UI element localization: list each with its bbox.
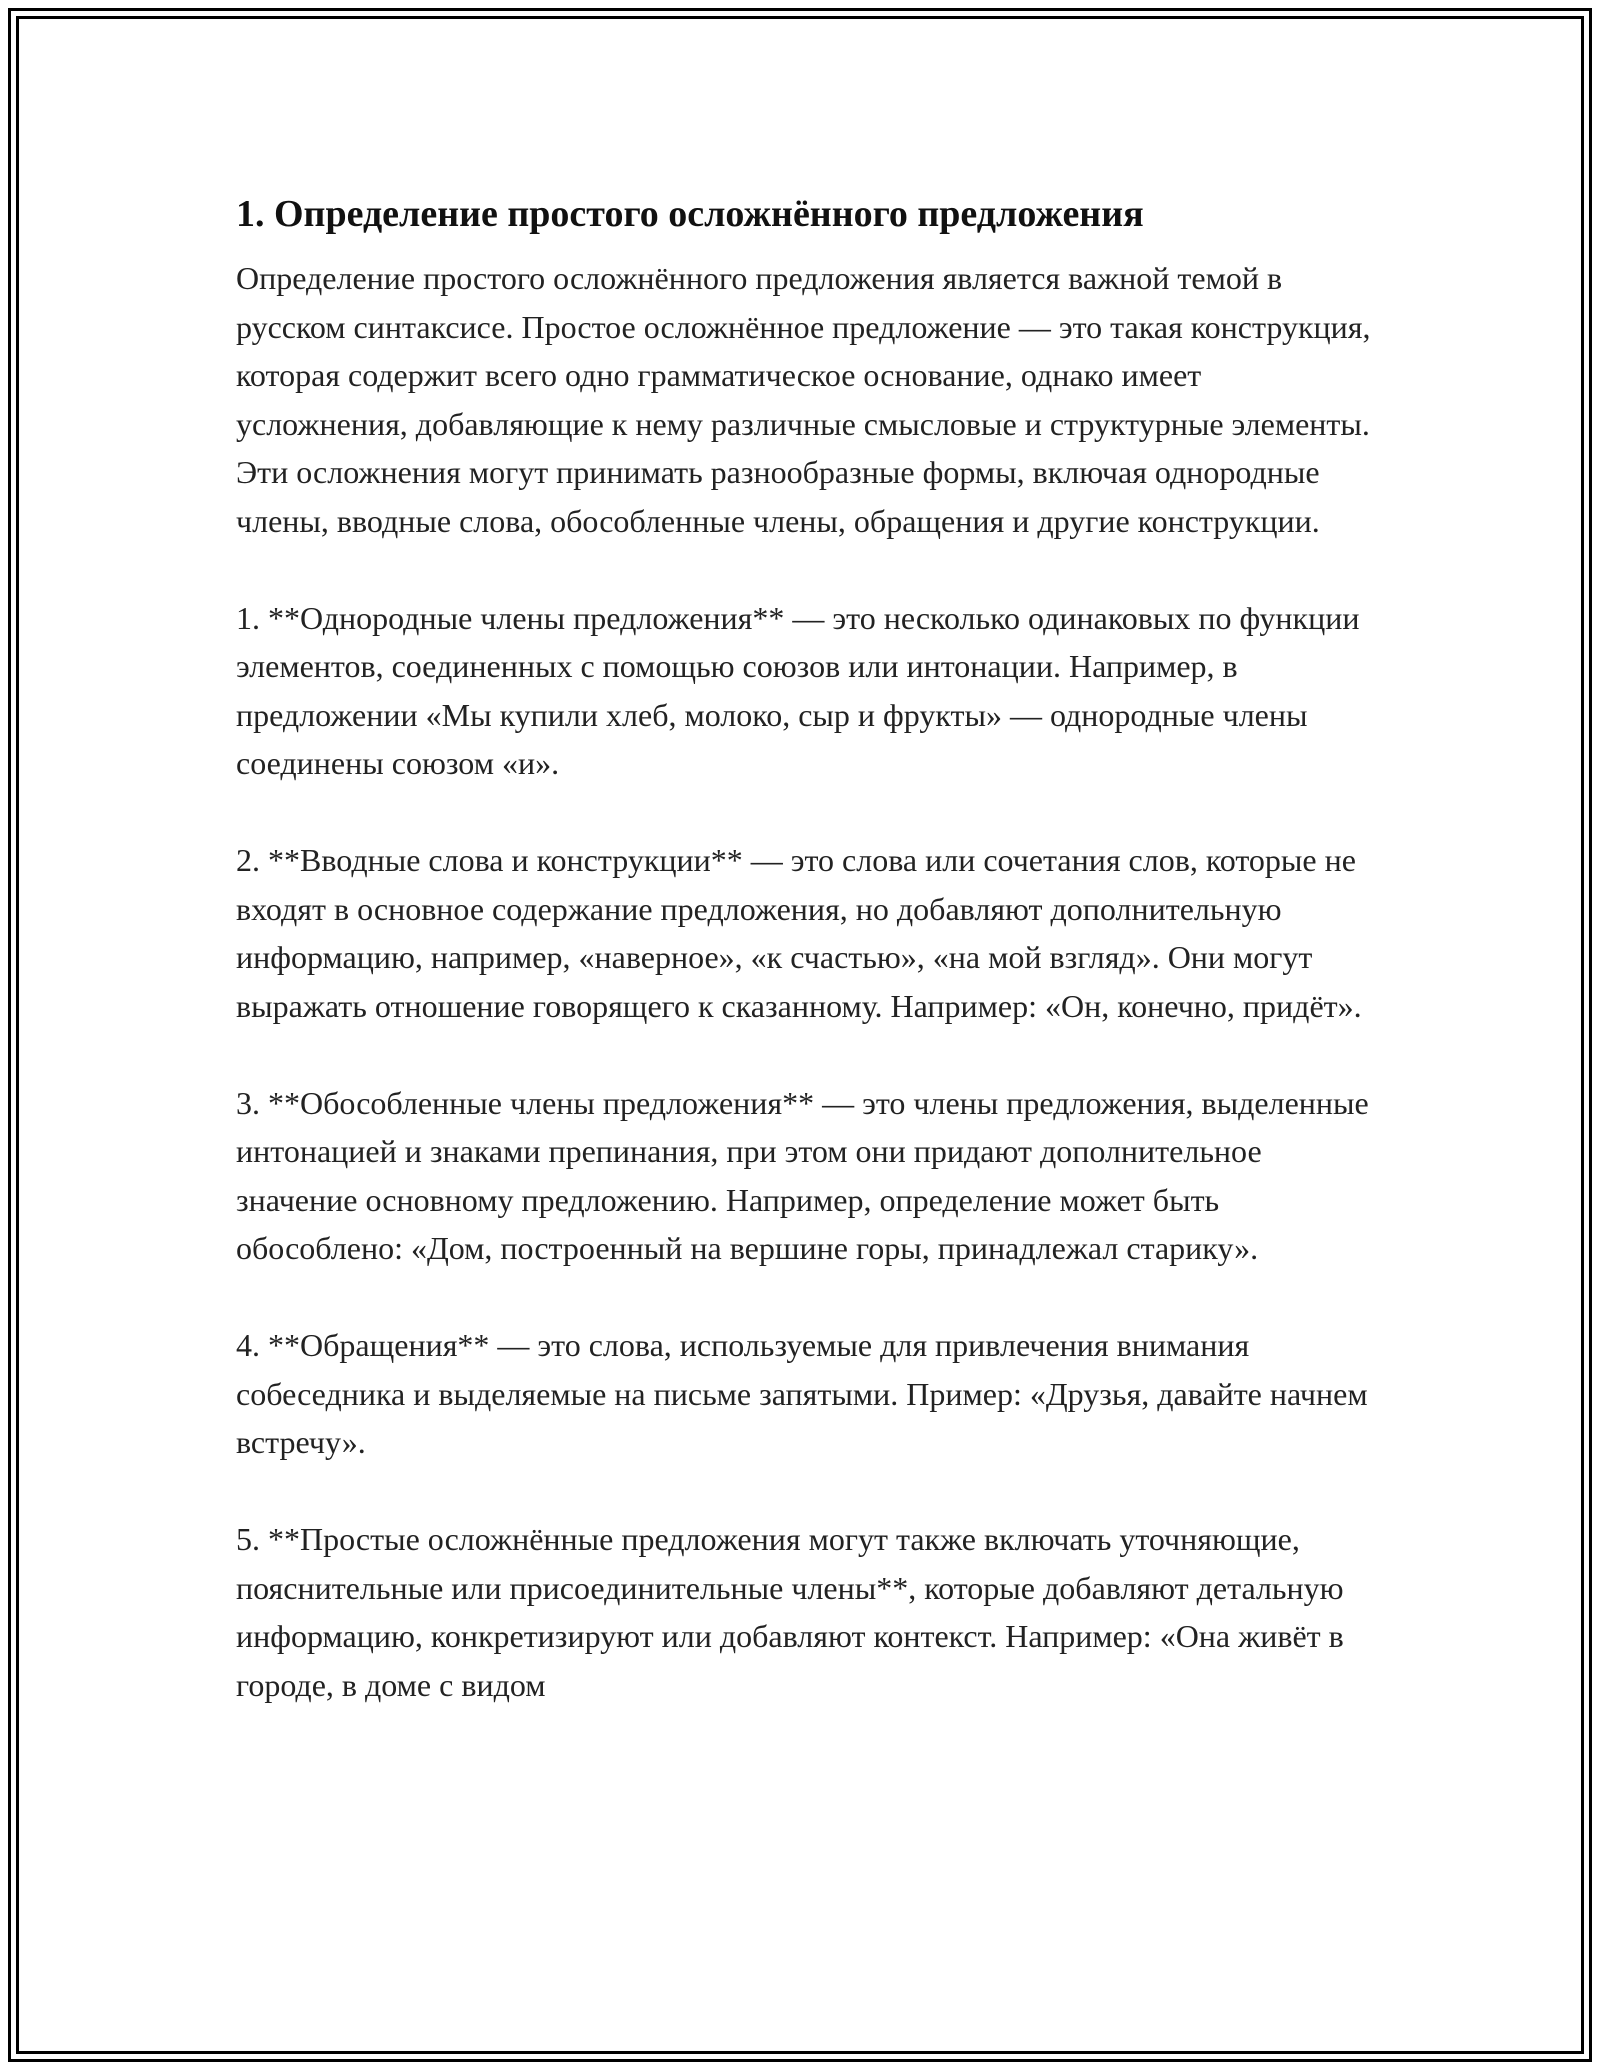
list-item-addresses: 4. **Обращения** — это слова, используемые для привлечения внимания собеседника и выделяемые на письме запятыми. Пример: «Друзья, давайте начнем встречу».	[236, 1327, 1368, 1460]
list-item-isolated-members: 3. **Обособленные члены предложения** — это члены предложения, выделенные интонацией и знаками препинания, при этом они придают дополнительное значение основному предложению. Например, определение может быть обособлено: «Дом, построенный на вершине горы, принадлежал старику».	[236, 1084, 1369, 1266]
list-item-introductory-words: 2. **Вводные слова и конструкции** — это слова или сочетания слов, которые не входят в основное содержание предложения, но добавляют дополнительную информацию, например, «наверное», «к счастью», «на мой взгляд». Они могут выражать отношение говорящего к сказанному. Например: «Он, конечно, придёт».	[236, 842, 1362, 1024]
section-heading: 1. Определение простого осложнённого предложения	[236, 193, 1144, 235]
list-item-clarifying-members: 5. **Простые осложнённые предложения могут также включать уточняющие, пояснительные или присоединительные члены**, которые добавляют детальную информацию, конкретизируют или добавляют контекст. Например: «Она живёт в городе, в доме с видом	[236, 1521, 1344, 1703]
document-page	[236, 186, 1376, 1758]
list-item-homogeneous-members: 1. **Однородные члены предложения** — это несколько одинаковых по функции элементов, соединенных с помощью союзов или интонации. Например, в предложении «Мы купили хлеб, молоко, сыр и фрукты» — однородные члены соединены союзом «и».	[236, 599, 1360, 781]
intro-paragraph: Определение простого осложнённого предложения является важной темой в русском синтаксисе. Простое осложнённое предложение — это такая конструкция, которая содержит всего одно грамматическое основание, однако имеет усложнения, добавляющие к нему различные смысловые и структурные элементы. Эти осложнения могут принимать разнообразные формы, включая однородные члены, вводные слова, обособленные члены, обращения и другие конструкции.	[236, 260, 1371, 539]
